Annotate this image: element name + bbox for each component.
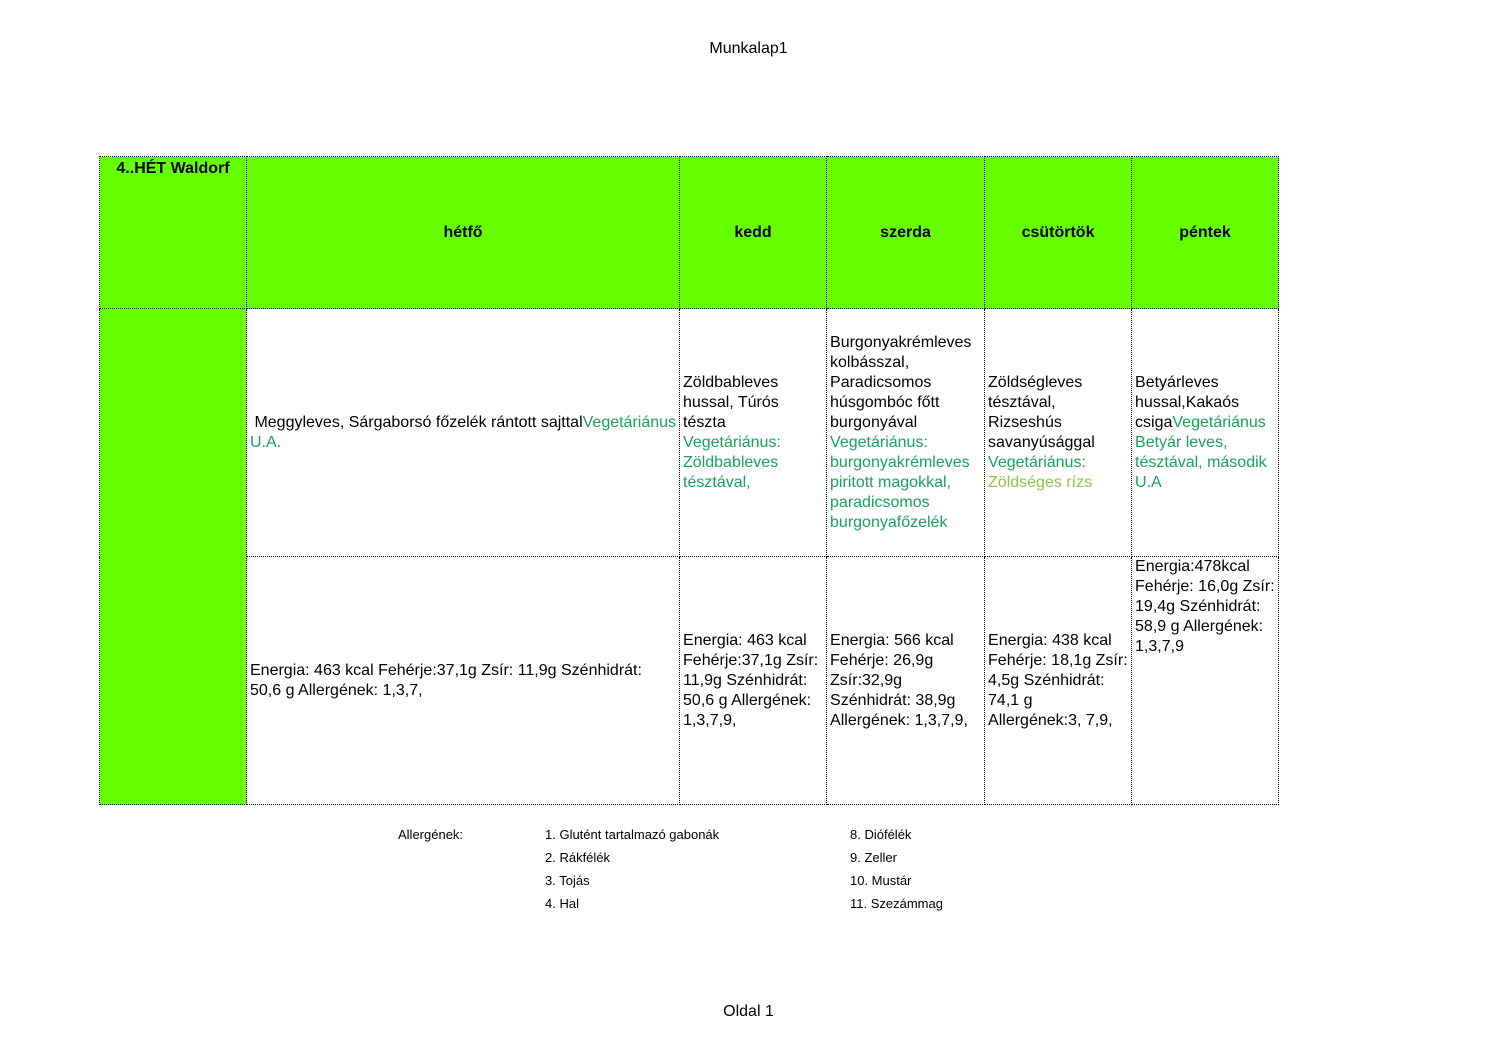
allergen-item: 11. Szezámmag (850, 896, 943, 911)
dish-cell-thursday (985, 309, 1132, 557)
dish-main: Burgonyakrémleves kolbásszal, Paradicsomos húsgombóc főtt burgonyával (830, 333, 972, 431)
page-header: Munkalap1 (709, 40, 788, 57)
allergen-item: 2. Rákfélék (545, 850, 611, 865)
page-footer: Oldal 1 (723, 1003, 774, 1020)
allergen-item: 8. Diófélék (850, 827, 912, 842)
nutrition-cell-thursday: Energia: 438 kcal Fehérje: 18,1g Zsír: 4,5g Szénhidrát: 74,1 g Allergének:3, 7,9, (985, 557, 1132, 805)
dish-vegetarian: Vegetáriánus U.A. (250, 413, 677, 451)
dish-cell-friday (1132, 309, 1279, 557)
dish-vegetarian: Vegetáriánus Betyár leves, tésztával, második U.A (1135, 413, 1267, 491)
week-label-cell (100, 309, 247, 805)
day-header-monday: hétfő (247, 157, 680, 309)
allergen-item: 10. Mustár (850, 873, 912, 888)
allergen-label: Allergének: (398, 827, 464, 842)
week-title: 4..HÉT Waldorf (100, 157, 247, 309)
weekly-menu-table (99, 156, 1279, 805)
day-header-tuesday: kedd (680, 157, 827, 309)
allergen-item: 1. Glutént tartalmazó gabonák (545, 827, 720, 842)
day-header-wednesday: szerda (827, 157, 985, 309)
nutrition-cell-monday: Energia: 463 kcal Fehérje:37,1g Zsír: 11,9g Szénhidrát: 50,6 g Allergének: 1,3,7, (247, 557, 680, 805)
day-header-friday: péntek (1132, 157, 1279, 309)
nutrition-cell-wednesday: Energia: 566 kcal Fehérje: 26,9g Zsír:32,9g Szénhidrát: 38,9g Allergének: 1,3,7,9, (827, 557, 985, 805)
allergen-item: 4. Hal (545, 896, 579, 911)
dish-vegetarian: Vegetáriánus: burgonyakrémleves piritott magokkal, paradicsomos burgonyafőzelék (830, 433, 970, 531)
dish-row (100, 309, 1279, 557)
dish-main: Zöldségleves tésztával, Rizseshús savanyúsággal (988, 373, 1095, 451)
allergen-item: 9. Zeller (850, 850, 897, 865)
dish-cell-wednesday (827, 309, 985, 557)
dish-main: Meggyleves, Sárgaborsó főzelék rántott sajttal (250, 413, 583, 431)
dish-vegetarian-alt: Zöldséges rízs (988, 473, 1093, 491)
dish-main: Zöldbableves hussal, Túrós tészta (683, 373, 779, 431)
dish-vegetarian: Vegetáriánus: (988, 453, 1086, 471)
nutrition-cell-friday: Energia:478kcal Fehérje: 16,0g Zsír: 19,4g Szénhidrát: 58,9 g Allergének: 1,3,7,9 (1132, 557, 1279, 805)
dish-vegetarian: Vegetáriánus: Zöldbableves tésztával, (683, 433, 781, 491)
allergen-list-left (545, 823, 719, 915)
allergen-item: 3. Tojás (545, 873, 590, 888)
header-row (100, 157, 1279, 309)
allergen-list-right (850, 823, 943, 915)
nutrition-row (100, 557, 1279, 805)
day-header-thursday: csütörtök (985, 157, 1132, 309)
nutrition-cell-tuesday: Energia: 463 kcal Fehérje:37,1g Zsír: 11,9g Szénhidrát: 50,6 g Allergének: 1,3,7,9, (680, 557, 827, 805)
dish-cell-monday (247, 309, 680, 557)
dish-cell-tuesday (680, 309, 827, 557)
dish-main: Betyárleves hussal,Kakaós csiga (1135, 373, 1240, 431)
